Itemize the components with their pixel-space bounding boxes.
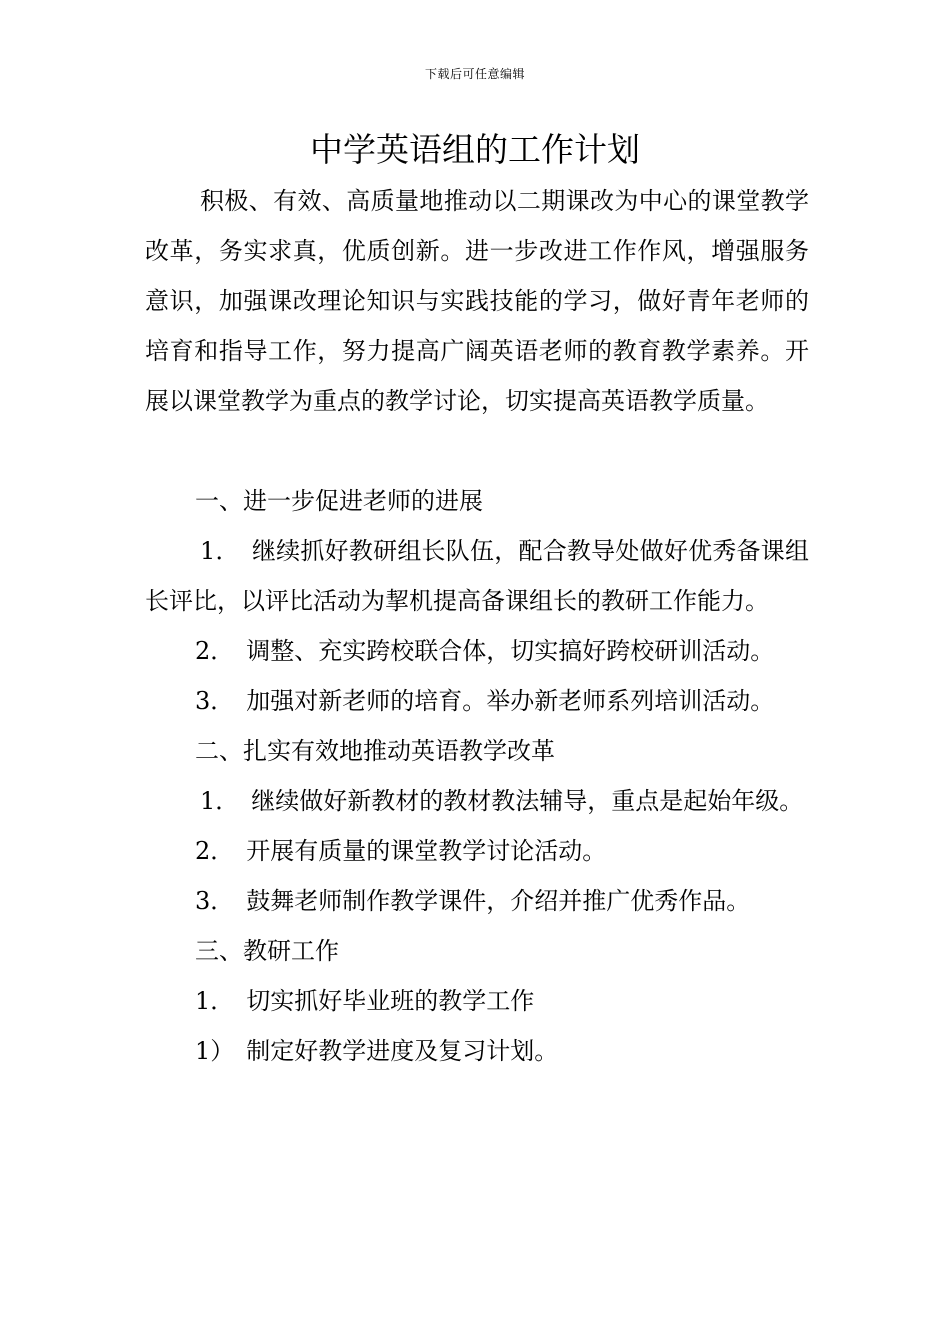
section-3-subitem-1: 1） 制定好教学进度及复习计划。 xyxy=(195,1037,559,1065)
section-heading-1: 一、进一步促进老师的进展 xyxy=(195,487,483,515)
section-heading-3: 三、教研工作 xyxy=(195,937,339,965)
section-3-item-1: 1． 切实抓好毕业班的教学工作 xyxy=(195,987,535,1015)
section-heading-2: 二、扎实有效地推动英语教学改革 xyxy=(195,737,555,765)
document-body xyxy=(145,176,809,1076)
section-1-item-1: 1． 继续抓好教研组长队伍，配合教导处做好优秀备课组长评比，以评比活动为挈机提高备课组长的教研工作能力。 xyxy=(145,537,809,615)
section-1-item-2: 2． 调整、充实跨校联合体，切实搞好跨校研训活动。 xyxy=(195,637,775,665)
paragraph-gap xyxy=(145,426,809,476)
document-title: 中学英语组的工作计划 xyxy=(310,130,640,169)
section-1-item-3: 3． 加强对新老师的培育。举办新老师系列培训活动。 xyxy=(195,687,775,715)
section-2-item-1: 1． 继续做好新教材的教材教法辅导，重点是起始年级。 xyxy=(200,787,804,815)
section-2-item-3: 3． 鼓舞老师制作教学课件，介绍并推广优秀作品。 xyxy=(195,887,751,915)
section-2-item-2: 2． 开展有质量的课堂教学讨论活动。 xyxy=(195,837,607,865)
header-note: 下载后可任意编辑 xyxy=(424,67,525,81)
intro-paragraph: 积极、有效、高质量地推动以二期课改为中心的课堂教学改革，务实求真，优质创新。进一步改进工作作风，增强服务意识，加强课改理论知识与实践技能的学习，做好青年老师的培育和指导工作，努力提高广阔英语老师的教育教学素养。开展以课堂教学为重点的教学讨论，切实提高英语教学质量。 xyxy=(145,187,809,415)
